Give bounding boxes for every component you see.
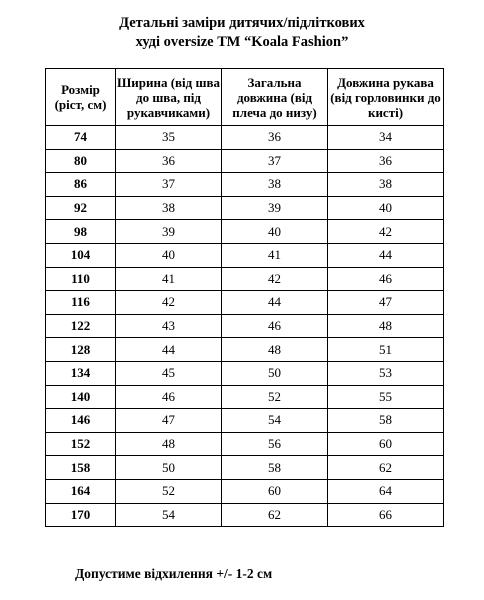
table-body	[46, 126, 444, 527]
total-length-cell: 44	[222, 291, 328, 315]
width-cell: 35	[116, 126, 222, 150]
width-cell: 42	[116, 291, 222, 315]
header-size: Розмір (ріст, см)	[46, 69, 116, 126]
total-length-cell: 54	[222, 409, 328, 433]
table-row	[46, 409, 444, 433]
sleeve-length-cell: 47	[328, 291, 444, 315]
sleeve-length-cell: 38	[328, 173, 444, 197]
table-row	[46, 314, 444, 338]
width-cell: 40	[116, 243, 222, 267]
total-length-cell: 39	[222, 196, 328, 220]
width-cell: 54	[116, 503, 222, 527]
header-sleeve-length: Довжина рукава (від горловинки до кисті)	[328, 69, 444, 126]
total-length-cell: 56	[222, 432, 328, 456]
table-row	[46, 220, 444, 244]
size-cell: 86	[46, 173, 116, 197]
width-cell: 44	[116, 338, 222, 362]
sleeve-length-cell: 46	[328, 267, 444, 291]
total-length-cell: 58	[222, 456, 328, 480]
size-table	[45, 68, 444, 527]
total-length-cell: 62	[222, 503, 328, 527]
size-cell: 152	[46, 432, 116, 456]
header-width: Ширина (від шва до шва, під рукавчиками)	[116, 69, 222, 126]
sleeve-length-cell: 40	[328, 196, 444, 220]
size-cell: 122	[46, 314, 116, 338]
sleeve-length-cell: 51	[328, 338, 444, 362]
title-line-2: худі oversize ТМ “Koala Fashion”	[135, 34, 349, 50]
width-cell: 39	[116, 220, 222, 244]
sleeve-length-cell: 55	[328, 385, 444, 409]
width-cell: 45	[116, 361, 222, 385]
width-cell: 38	[116, 196, 222, 220]
size-cell: 146	[46, 409, 116, 433]
header-total-length: Загальна довжина (від плеча до низу)	[222, 69, 328, 126]
width-cell: 41	[116, 267, 222, 291]
width-cell: 52	[116, 479, 222, 503]
total-length-cell: 50	[222, 361, 328, 385]
total-length-cell: 52	[222, 385, 328, 409]
size-cell: 104	[46, 243, 116, 267]
size-cell: 116	[46, 291, 116, 315]
total-length-cell: 38	[222, 173, 328, 197]
width-cell: 43	[116, 314, 222, 338]
table-row	[46, 267, 444, 291]
table-row	[46, 503, 444, 527]
total-length-cell: 41	[222, 243, 328, 267]
table-row	[46, 126, 444, 150]
title-line-1: Детальні заміри дитячих/підліткових	[119, 15, 365, 31]
width-cell: 46	[116, 385, 222, 409]
total-length-cell: 46	[222, 314, 328, 338]
width-cell: 48	[116, 432, 222, 456]
tolerance-note: Допустиме відхилення +/- 1-2 см	[75, 566, 273, 581]
width-cell: 37	[116, 173, 222, 197]
size-cell: 80	[46, 149, 116, 173]
sleeve-length-cell: 34	[328, 126, 444, 150]
total-length-cell: 60	[222, 479, 328, 503]
width-cell: 50	[116, 456, 222, 480]
table-row	[46, 243, 444, 267]
sleeve-length-cell: 36	[328, 149, 444, 173]
total-length-cell: 48	[222, 338, 328, 362]
table-header-row	[46, 69, 444, 126]
table-row	[46, 338, 444, 362]
total-length-cell: 42	[222, 267, 328, 291]
total-length-cell: 40	[222, 220, 328, 244]
size-cell: 110	[46, 267, 116, 291]
sleeve-length-cell: 62	[328, 456, 444, 480]
sleeve-length-cell: 64	[328, 479, 444, 503]
table-row	[46, 173, 444, 197]
document-title	[0, 14, 484, 52]
size-cell: 164	[46, 479, 116, 503]
table-row	[46, 479, 444, 503]
size-cell: 98	[46, 220, 116, 244]
total-length-cell: 37	[222, 149, 328, 173]
sleeve-length-cell: 60	[328, 432, 444, 456]
sleeve-length-cell: 48	[328, 314, 444, 338]
width-cell: 47	[116, 409, 222, 433]
table-row	[46, 385, 444, 409]
size-cell: 74	[46, 126, 116, 150]
total-length-cell: 36	[222, 126, 328, 150]
sleeve-length-cell: 58	[328, 409, 444, 433]
table-row	[46, 291, 444, 315]
table-row	[46, 432, 444, 456]
table-row	[46, 196, 444, 220]
sleeve-length-cell: 66	[328, 503, 444, 527]
sleeve-length-cell: 44	[328, 243, 444, 267]
sleeve-length-cell: 53	[328, 361, 444, 385]
sleeve-length-cell: 42	[328, 220, 444, 244]
size-cell: 92	[46, 196, 116, 220]
size-cell: 170	[46, 503, 116, 527]
size-cell: 128	[46, 338, 116, 362]
width-cell: 36	[116, 149, 222, 173]
table-row	[46, 361, 444, 385]
size-cell: 158	[46, 456, 116, 480]
size-cell: 134	[46, 361, 116, 385]
size-cell: 140	[46, 385, 116, 409]
table-row	[46, 149, 444, 173]
table-row	[46, 456, 444, 480]
